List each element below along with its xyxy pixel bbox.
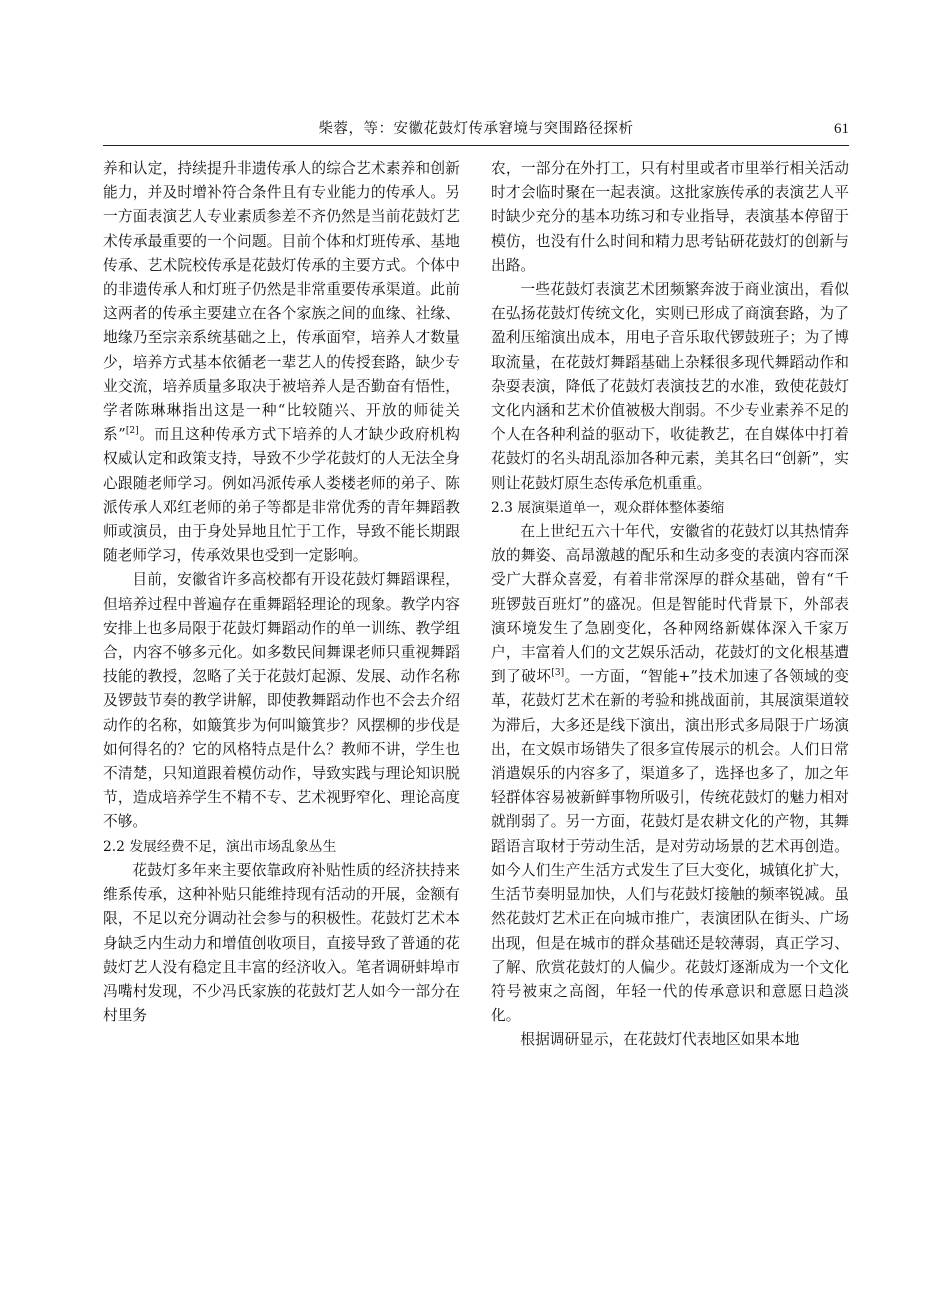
paragraph: 目前，安徽省许多高校都有开设花鼓灯舞蹈课程，但培养过程中普遍存在重舞蹈轻理论的现象。教学内容安排上也多局限于花鼓灯舞蹈动作的单一训练、教学组合，内容不够多元化。如多数民间舞课老师只重视舞蹈技能的教授，忽略了关于花鼓灯起源、发展、动作名称及锣鼓节奏的教学讲解，即使教舞蹈动作也不会去介绍动作的名称，如簸箕步为何叫簸箕步？风摆柳的步伐是如何得名的？它的风格特点是什么？教师不讲，学生也不清楚，只知道跟着模仿动作，导致实践与理论知识脱节，造成培养学生不精不专、艺术视野窄化、理论高度不够。 (103, 571, 460, 831)
running-title: 柴蓉，等：安徽花鼓灯传承窘境与突围路径探析 (318, 121, 634, 137)
header-rule (103, 145, 849, 146)
paragraph (491, 520, 849, 1028)
paragraph-text: 在上世纪五六十年代，安徽省的花鼓灯以其热情奔放的舞姿、高昂激越的配乐和生动多变的表演内容而深受广大群众喜爱，有着非常深厚的群众基础，曾有“千班锣鼓百班灯”的盛况。但是智能时代背景下，外部表演环境发生了急剧变化，各种网络新媒体深入千家万户，丰富着人们的文艺娱乐活动，花鼓灯的文化根基遭到了破坏 (491, 523, 849, 686)
citation-ref: [2] (125, 426, 139, 437)
left-column (103, 157, 460, 1028)
paragraph: 花鼓灯多年来主要依靠政府补贴性质的经济扶持来维系传承，这种补贴只能维持现有活动的开展，金额有限，不足以充分调动社会参与的积极性。花鼓灯艺术本身缺乏内生动力和增值创收项目，直接导致了普通的花鼓灯艺人没有稳定且丰富的经济收入。笔者调研蚌埠市冯嘴村发现，不少冯氏家族的花鼓灯艺人如今一部分在村里务 (103, 861, 460, 1025)
paragraph-text: 养和认定，持续提升非遗传承人的综合艺术素养和创新能力，并及时增补符合条件且有专业能力的传承人。另一方面表演艺人专业素质参差不齐仍然是当前花鼓灯艺术传承最重要的一个问题。目前个体和灯班传承、基地传承、艺术院校传承是花鼓灯传承的主要方式。个体中的非遗传承人和灯班子仍然是非常重要传承渠道。此前这两者的传承主要建立在各个家族之间的血缘、社缘、地缘乃至宗亲系统基础之上，传承面窄，培养人才数量少，培养方式基本依循老一辈艺人的传授套路，缺少专业交流，培养质量多取决于被培养人是否勤奋有悟性，学者陈琳琳指出这是一种“比较随兴、开放的师徒关系” (103, 160, 460, 444)
paragraph: 根据调研显示，在花鼓灯代表地区如果本地 (520, 1031, 800, 1049)
paragraph: 一些花鼓灯表演艺术团频繁奔波于商业演出，看似在弘扬花鼓灯传统文化，实则已形成了商演套路，为了盈利压缩演出成本，用电子音乐取代锣鼓班子；为了博取流量，在花鼓灯舞蹈基础上杂糅很多现代舞蹈动作和杂耍表演，降低了花鼓灯表演技艺的水准，致使花鼓灯文化内涵和艺术价值被极大削弱。不少专业素养不足的个人在各种利益的驱动下，收徒教艺，在自媒体中打着花鼓灯的名头胡乱添加各种元素，美其名曰“创新”，实则让花鼓灯原生态传承危机重重。 (491, 281, 849, 492)
paragraph-text: 。而且这种传承方式下培养的人才缺少政府机构权威认定和政策支持，导致不少学花鼓灯的人无法全身心跟随老师学习。例如冯派传承人娄楼老师的弟子、陈派传承人邓红老师的弟子等都是非常优秀的青年舞蹈教师或演员，由于身处异地且忙于工作，导致不能长期跟随老师学习，传承效果也受到一定影响。 (103, 426, 460, 565)
right-column (491, 157, 849, 1053)
paragraph (103, 157, 460, 568)
paragraph-text: 。一方面，“智能+”技术加速了各领域的变革，花鼓灯艺术在新的考验和挑战面前，其展演渠道较为滞后，大多还是线下演出，演出形式多局限于广场演出，在文娱市场错失了很多宣传展示的机会。人们日常消遣娱乐的内容多了，渠道多了，选择也多了，加之年轻群体容易被新鲜事物所吸引，传统花鼓灯的魅力相对就削弱了。另一方面，花鼓灯是农耕文化的产物，其舞蹈语言取材于劳动生活，是对劳动场景的艺术再创造。如今人们生产生活方式发生了巨大变化，城镇化扩大，生活节奏明显加快，人们与花鼓灯接触的频率锐减。虽然花鼓灯艺术正在向城市推广，表演团队在街头、广场出现，但是在城市的群众基础还是较薄弱，真正学习、了解、欣赏花鼓灯的人偏少。花鼓灯逐渐成为一个文化符号被束之高阁，年轻一代的传承意识和意愿日趋淡化。 (491, 668, 849, 1025)
citation-ref: [3] (551, 668, 565, 679)
running-header (103, 118, 849, 142)
page-number: 61 (834, 121, 849, 137)
paragraph: 农，一部分在外打工，只有村里或者市里举行相关活动时才会临时聚在一起表演。这批家族传承的表演艺人平时缺少充分的基本功练习和专业指导，表演基本停留于模仿，也没有什么时间和精力思考钻研花鼓灯的创新与出路。 (491, 160, 849, 274)
section-heading: 2.3 展演渠道单一，观众群体整体萎缩 (491, 499, 725, 516)
section-heading: 2.2 发展经费不足，演出市场乱象丛生 (103, 838, 337, 855)
